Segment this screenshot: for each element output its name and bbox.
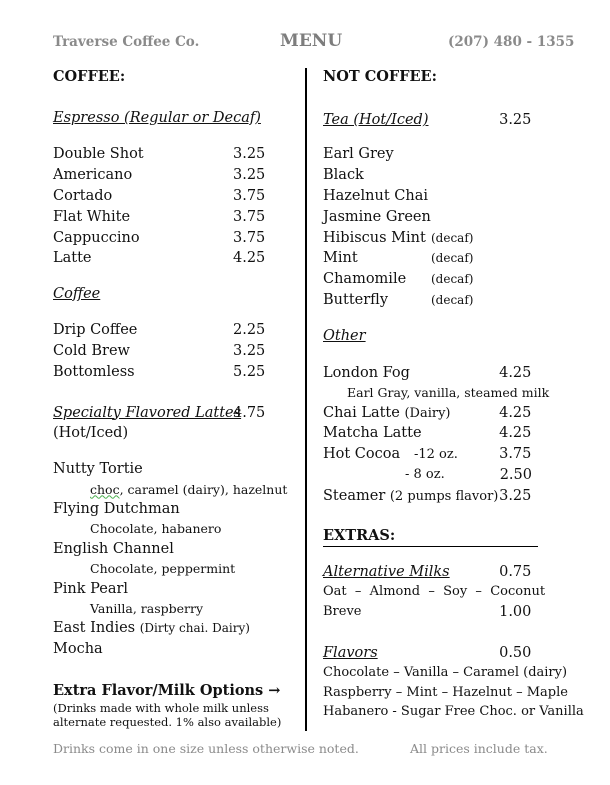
breve-item: Breve 1.00 bbox=[323, 603, 532, 620]
alt-milks-heading: Alternative Milks 0.75 bbox=[323, 563, 532, 580]
menu-item: Flat White 3.75 bbox=[53, 208, 266, 225]
menu-item: Hot Cocoa -12 oz. 3.75 bbox=[323, 446, 532, 463]
flavors-line: Raspberry – Mint – Hazelnut – Maple bbox=[323, 684, 568, 700]
menu-item: Bottomless 5.25 bbox=[53, 363, 266, 380]
item-description: Earl Gray, vanilla, steamed milk bbox=[347, 385, 550, 401]
menu-item: Mocha bbox=[53, 641, 103, 658]
not-coffee-heading: NOT COFFEE: bbox=[323, 68, 437, 85]
menu-item: Drip Coffee 2.25 bbox=[53, 322, 266, 339]
footer-note-size: Drinks come in one size unless otherwise noted. bbox=[53, 741, 359, 756]
menu-item: Cappuccino 3.75 bbox=[53, 229, 266, 246]
menu-item: Flying Dutchman bbox=[53, 500, 180, 517]
item-description: Chocolate, habanero bbox=[90, 521, 222, 537]
menu-item: Mint (decaf) bbox=[323, 250, 474, 267]
menu-title: MENU bbox=[280, 31, 343, 51]
other-subheading: Other bbox=[323, 328, 366, 345]
menu-item: Pink Pearl bbox=[53, 580, 129, 597]
footer-note-tax: All prices include tax. bbox=[410, 741, 548, 756]
menu-item: Black bbox=[323, 167, 364, 184]
menu-item: Cortado 3.75 bbox=[53, 187, 266, 204]
extra-options-note-2: alternate requested. 1% also available) bbox=[53, 715, 282, 730]
menu-item: Steamer (2 pumps flavor) 3.25 bbox=[323, 487, 532, 504]
tea-list bbox=[323, 144, 548, 310]
coffee-list bbox=[53, 320, 293, 382]
menu-item: Cold Brew 3.25 bbox=[53, 342, 266, 359]
item-description: choc , caramel (dairy), hazelnut bbox=[90, 481, 288, 497]
item-description: Vanilla, raspberry bbox=[90, 600, 204, 616]
business-name: Traverse Coffee Co. bbox=[53, 34, 200, 50]
menu-item: English Channel bbox=[53, 540, 174, 557]
menu-item: Hazelnut Chai bbox=[323, 187, 428, 204]
menu-item: Earl Grey bbox=[323, 146, 394, 163]
menu-item: Jasmine Green bbox=[323, 208, 431, 225]
alt-milks-options: Oat – Almond – Soy – Coconut bbox=[323, 584, 546, 600]
coffee-heading: COFFEE: bbox=[53, 68, 126, 85]
right-column bbox=[323, 66, 584, 722]
specialty-lattes-heading: Specialty Flavored Lattes 4.75 bbox=[53, 404, 266, 421]
extras-heading: EXTRAS: bbox=[323, 524, 538, 547]
coffee-subheading: Coffee bbox=[53, 285, 101, 302]
menu-item: - 8 oz. 2.50 bbox=[405, 466, 532, 483]
menu-item: Americano 3.25 bbox=[53, 167, 266, 184]
menu-item: Matcha Latte 4.25 bbox=[323, 425, 532, 442]
menu-item: Nutty Tortie bbox=[53, 461, 143, 478]
menu-item: London Fog 4.25 bbox=[323, 364, 532, 381]
menu-item: Hibiscus Mint (decaf) bbox=[323, 229, 474, 246]
menu-item: Chai Latte (Dairy) 4.25 bbox=[323, 404, 532, 421]
flavors-line: Chocolate – Vanilla – Caramel (dairy) bbox=[323, 665, 568, 681]
tea-heading: Tea (Hot/Iced) 3.25 bbox=[323, 112, 532, 128]
phone-number: (207) 480 - 1355 bbox=[448, 34, 575, 50]
menu-item: East Indies (Dirty chai. Dairy) bbox=[53, 620, 250, 637]
flavors-line: Habanero - Sugar Free Choc. or Vanilla bbox=[323, 704, 584, 720]
menu-item: Double Shot 3.25 bbox=[53, 146, 266, 163]
extra-options-heading: Extra Flavor/Milk Options → bbox=[53, 682, 281, 700]
espresso-list bbox=[53, 144, 293, 269]
espresso-subheading: Espresso (Regular or Decaf) bbox=[53, 110, 261, 126]
item-description: Chocolate, peppermint bbox=[90, 561, 236, 577]
specialty-subtitle: (Hot/Iced) bbox=[53, 425, 129, 442]
flavors-heading: Flavors 0.50 bbox=[323, 644, 532, 661]
menu-item: Latte 4.25 bbox=[53, 250, 266, 267]
menu-item: Chamomile (decaf) bbox=[323, 271, 474, 288]
menu-item: Butterfly (decaf) bbox=[323, 291, 474, 308]
column-divider bbox=[305, 68, 307, 731]
extra-options-note-1: (Drinks made with whole milk unless bbox=[53, 701, 269, 716]
left-column bbox=[53, 66, 293, 729]
